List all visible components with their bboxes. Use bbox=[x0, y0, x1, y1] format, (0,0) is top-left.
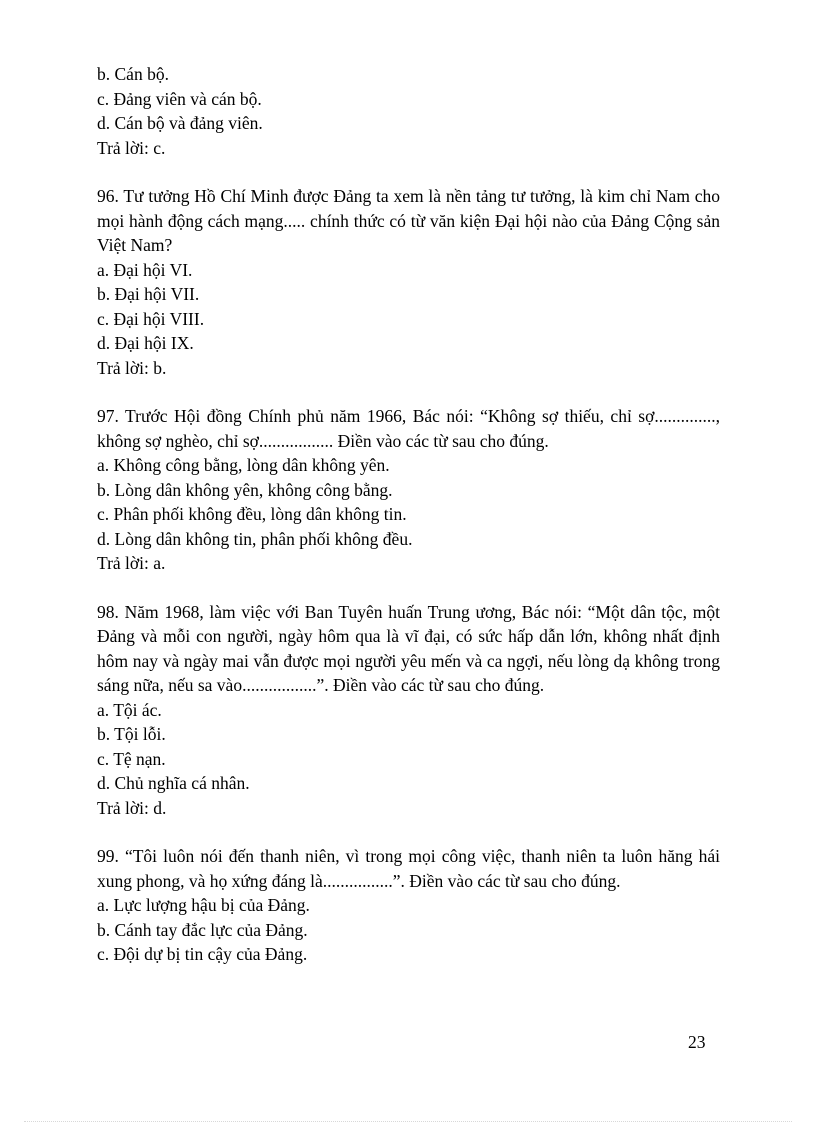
question-96 bbox=[97, 184, 720, 380]
option-c: c. Phân phối không đều, lòng dân không tin. bbox=[97, 504, 407, 524]
question-text: 98. Năm 1968, làm việc với Ban Tuyên huấn Trung ương, Bác nói: “Một dân tộc, một Đảng và mỗi con người, ngày hôm qua là vĩ đại, có sức hấp dẫn lớn, không nhất định hôm nay và ngày mai vẫn được mọi người yêu mến và ca ngợi, nếu lòng dạ không trong sáng nữa, nếu sa vào.................”. Điền vào các từ sau cho đúng. bbox=[97, 601, 720, 695]
option-b: b. Cán bộ. bbox=[97, 64, 169, 84]
answer-line: Trả lời: a. bbox=[97, 553, 166, 573]
option-c: c. Đội dự bị tin cậy của Đảng. bbox=[97, 944, 308, 964]
option-a: a. Lực lượng hậu bị của Đảng. bbox=[97, 895, 310, 915]
option-b: b. Lòng dân không yên, không công bằng. bbox=[97, 479, 393, 500]
page-bottom-divider bbox=[24, 1121, 792, 1122]
option-c: c. Tệ nạn. bbox=[97, 748, 166, 769]
option-d: d. Chủ nghĩa cá nhân. bbox=[97, 773, 250, 793]
option-b: b. Cánh tay đắc lực của Đảng. bbox=[97, 919, 308, 940]
question-97 bbox=[97, 404, 720, 576]
option-d: d. Cán bộ và đảng viên. bbox=[97, 113, 263, 133]
spacer bbox=[97, 380, 720, 404]
option-b: b. Đại hội VII. bbox=[97, 284, 200, 304]
question-text: 97. Trước Hội đồng Chính phủ năm 1966, Bác nói: “Không sợ thiếu, chỉ sợ.............., không sợ nghèo, chỉ sợ................. Điền vào các từ sau cho đúng. bbox=[97, 406, 720, 451]
spacer bbox=[97, 820, 720, 844]
option-a: a. Tội ác. bbox=[97, 699, 162, 720]
option-d: d. Đại hội IX. bbox=[97, 333, 194, 353]
question-text: 99. “Tôi luôn nói đến thanh niên, vì trong mọi công việc, thanh niên ta luôn hăng hái xung phong, và họ xứng đáng là................”. Điền vào các từ sau cho đúng. bbox=[97, 846, 720, 891]
question-text: 96. Tư tưởng Hồ Chí Minh được Đảng ta xem là nền tảng tư tưởng, là kim chỉ Nam cho mọi hành động cách mạng..... chính thức có từ văn kiện Đại hội nào của Đảng Cộng sản Việt Nam? bbox=[97, 186, 720, 255]
answer-line: Trả lời: b. bbox=[97, 357, 167, 378]
page-content bbox=[97, 62, 720, 967]
page-number: 23 bbox=[688, 1032, 706, 1052]
option-d: d. Lòng dân không tin, phân phối không đều. bbox=[97, 528, 413, 549]
option-a: a. Không công bằng, lòng dân không yên. bbox=[97, 455, 390, 475]
question-98 bbox=[97, 600, 720, 821]
question-95-continuation bbox=[97, 62, 720, 160]
question-99 bbox=[97, 844, 720, 967]
option-c: c. Đảng viên và cán bộ. bbox=[97, 88, 262, 109]
answer-line: Trả lời: c. bbox=[97, 137, 166, 158]
option-b: b. Tội lỗi. bbox=[97, 724, 166, 744]
option-a: a. Đại hội VI. bbox=[97, 259, 193, 280]
spacer bbox=[97, 576, 720, 600]
answer-line: Trả lời: d. bbox=[97, 797, 167, 818]
option-c: c. Đại hội VIII. bbox=[97, 308, 205, 329]
spacer bbox=[97, 160, 720, 184]
